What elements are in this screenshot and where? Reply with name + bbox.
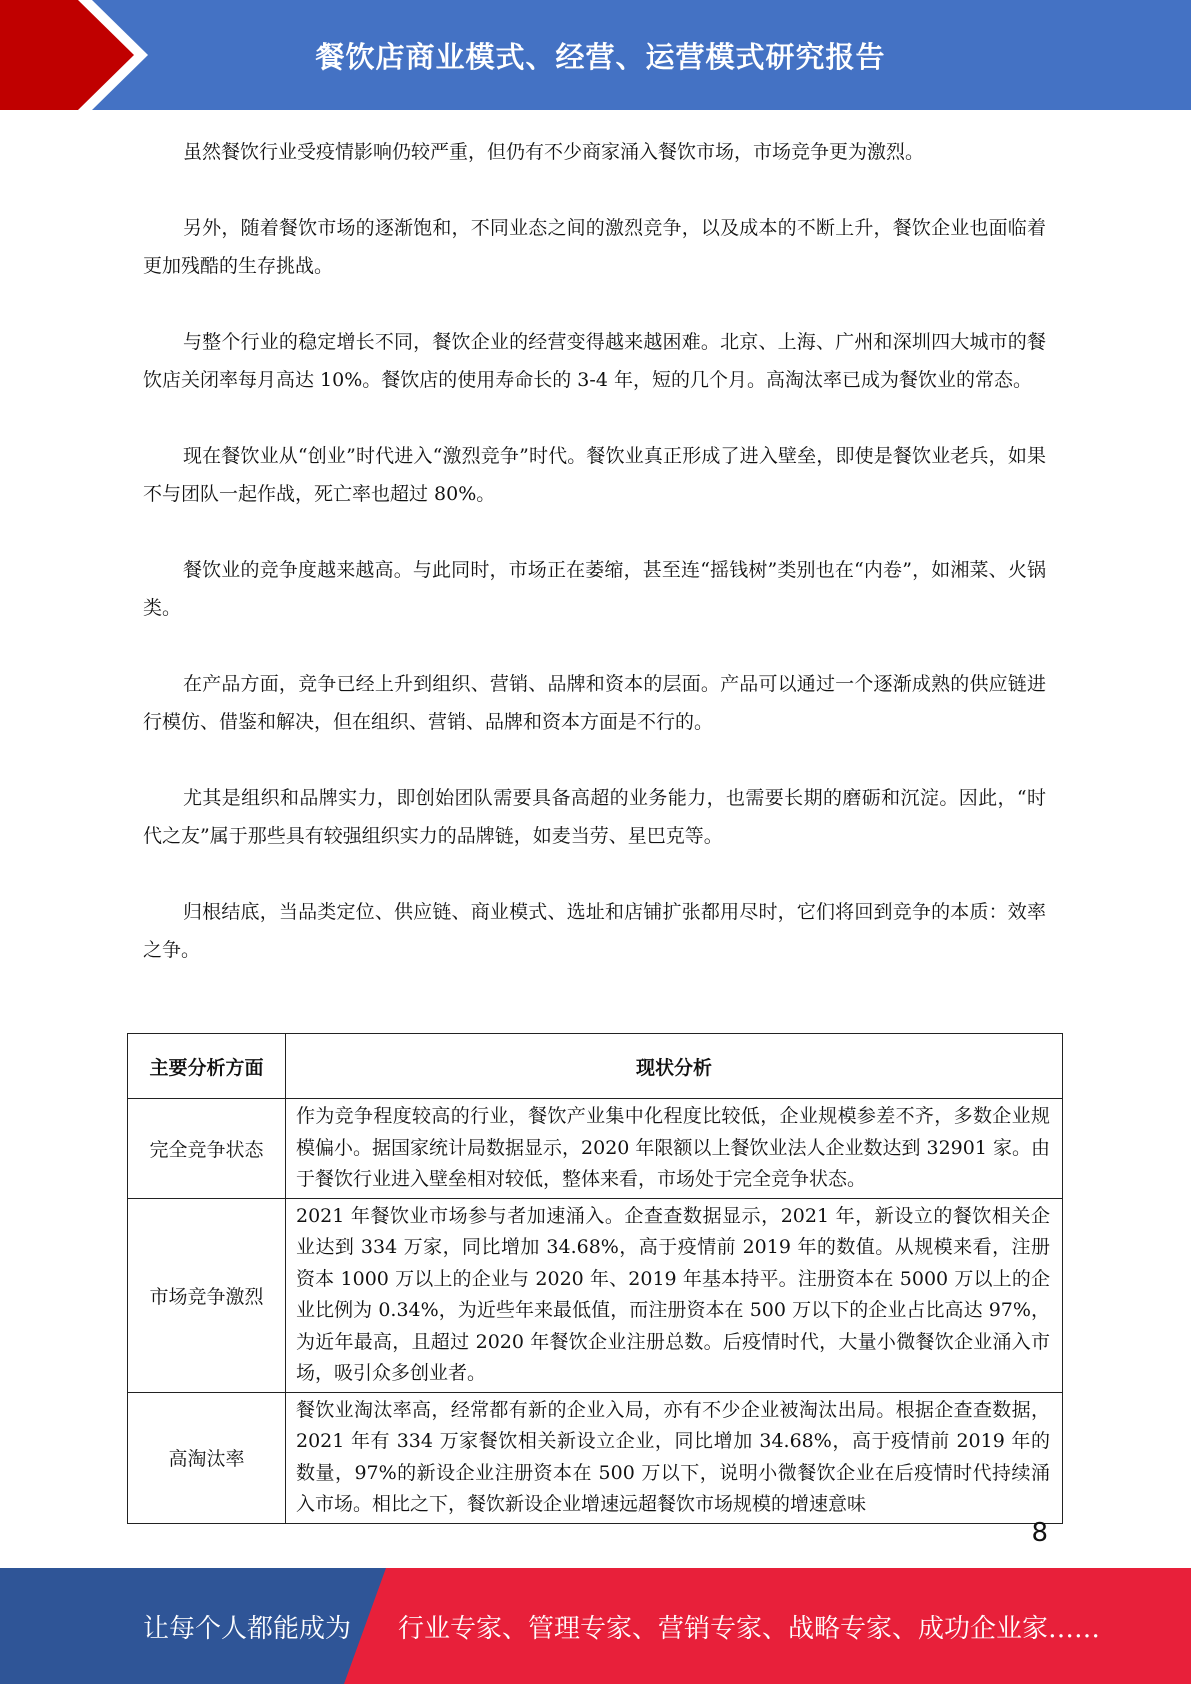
page-header: [0, 0, 1191, 110]
paragraph: 与整个行业的稳定增长不同，餐饮企业的经营变得越来越困难。北京、上海、广州和深圳四大城市的餐饮店关闭率每月高达 10%。餐饮店的使用寿命长的 3-4 年，短的几个月。高淘汰率已成为餐饮业的常态。: [143, 331, 1046, 391]
report-title: 餐饮店商业模式、经营、运营模式研究报告: [315, 39, 886, 74]
table-header-row: [128, 1034, 1063, 1099]
analysis-table: [127, 1033, 1063, 1524]
paragraph: 在产品方面，竞争已经上升到组织、营销、品牌和资本的层面。产品可以通过一个逐渐成熟的供应链进行模仿、借鉴和解决，但在组织、营销、品牌和资本方面是不行的。: [143, 673, 1046, 733]
column-header-analysis: 现状分析: [286, 1034, 1063, 1099]
paragraph: 餐饮业的竞争度越来越高。与此同时，市场正在萎缩，甚至连“摇钱树”类别也在“内卷”，如湘菜、火锅类。: [143, 559, 1046, 619]
table-row: [128, 1392, 1063, 1523]
aspect-cell: 市场竞争激烈: [128, 1198, 286, 1392]
aspect-cell: 完全竞争状态: [128, 1099, 286, 1199]
paragraph: 现在餐饮业从“创业”时代进入“激烈竞争”时代。餐饮业真正形成了进入壁垒，即使是餐饮业老兵，如果不与团队一起作战，死亡率也超过 80%。: [143, 445, 1046, 505]
analysis-cell-truncated: [286, 1392, 1063, 1523]
paragraph: 虽然餐饮行业受疫情影响仍较严重，但仍有不少商家涌入餐饮市场，市场竞争更为激烈。: [183, 141, 925, 163]
body-text: [143, 133, 1046, 1007]
analysis-text: 餐饮业淘汰率高，经常都有新的企业入局，亦有不少企业被淘汰出局。根据企查查数据，2021 年有 334 万家餐饮相关新设立企业，同比增加 34.68%，高于疫情前 2019 年的数量，97%的新设企业注册资本在 500 万以下，说明小微餐饮企业在后疫情时代持续涌入市场。相比之下，餐饮新设企业增速远超餐饮市场规模的增速意味: [296, 1398, 1050, 1515]
paragraph: 尤其是组织和品牌实力，即创始团队需要具备高超的业务能力，也需要长期的磨砺和沉淀。因此，“时代之友”属于那些具有较强组织实力的品牌链，如麦当劳、星巴克等。: [143, 787, 1046, 847]
analysis-cell: 2021 年餐饮业市场参与者加速涌入。企查查数据显示，2021 年，新设立的餐饮相关企业达到 334 万家，同比增加 34.68%，高于疫情前 2019 年的数值。从规模来看，注册资本 1000 万以上的企业与 2020 年、2019 年基本持平。注册资本在 5000 万以上的企业比例为 0.34%，为近些年来最低值，而注册资本在 500 万以下的企业占比高达 97%，为近年最高，且超过 2020 年餐饮企业注册总数。后疫情时代，大量小微餐饮企业涌入市场，吸引众多创业者。: [286, 1198, 1063, 1392]
page-footer: [0, 1568, 1191, 1684]
paragraph: 归根结底，当品类定位、供应链、商业模式、选址和店铺扩张都用尽时，它们将回到竞争的本质：效率之争。: [143, 901, 1046, 961]
footer-slogan-left: 让每个人都能成为: [143, 1613, 352, 1644]
page-number: 8: [1031, 1518, 1048, 1548]
table-row: [128, 1099, 1063, 1199]
footer-slogan-right: 行业专家、管理专家、营销专家、战略专家、成功企业家……: [398, 1613, 1101, 1644]
table-row: [128, 1198, 1063, 1392]
analysis-cell: 作为竞争程度较高的行业，餐饮产业集中化程度比较低，企业规模参差不齐，多数企业规模偏小。据国家统计局数据显示，2020 年限额以上餐饮业法人企业数达到 32901 家。由于餐饮行业进入壁垒相对较低，整体来看，市场处于完全竞争状态。: [286, 1099, 1063, 1199]
aspect-cell: 高淘汰率: [128, 1392, 286, 1523]
column-header-aspect: 主要分析方面: [128, 1034, 286, 1099]
paragraph: 另外，随着餐饮市场的逐渐饱和，不同业态之间的激烈竞争，以及成本的不断上升，餐饮企业也面临着更加残酷的生存挑战。: [143, 217, 1046, 277]
